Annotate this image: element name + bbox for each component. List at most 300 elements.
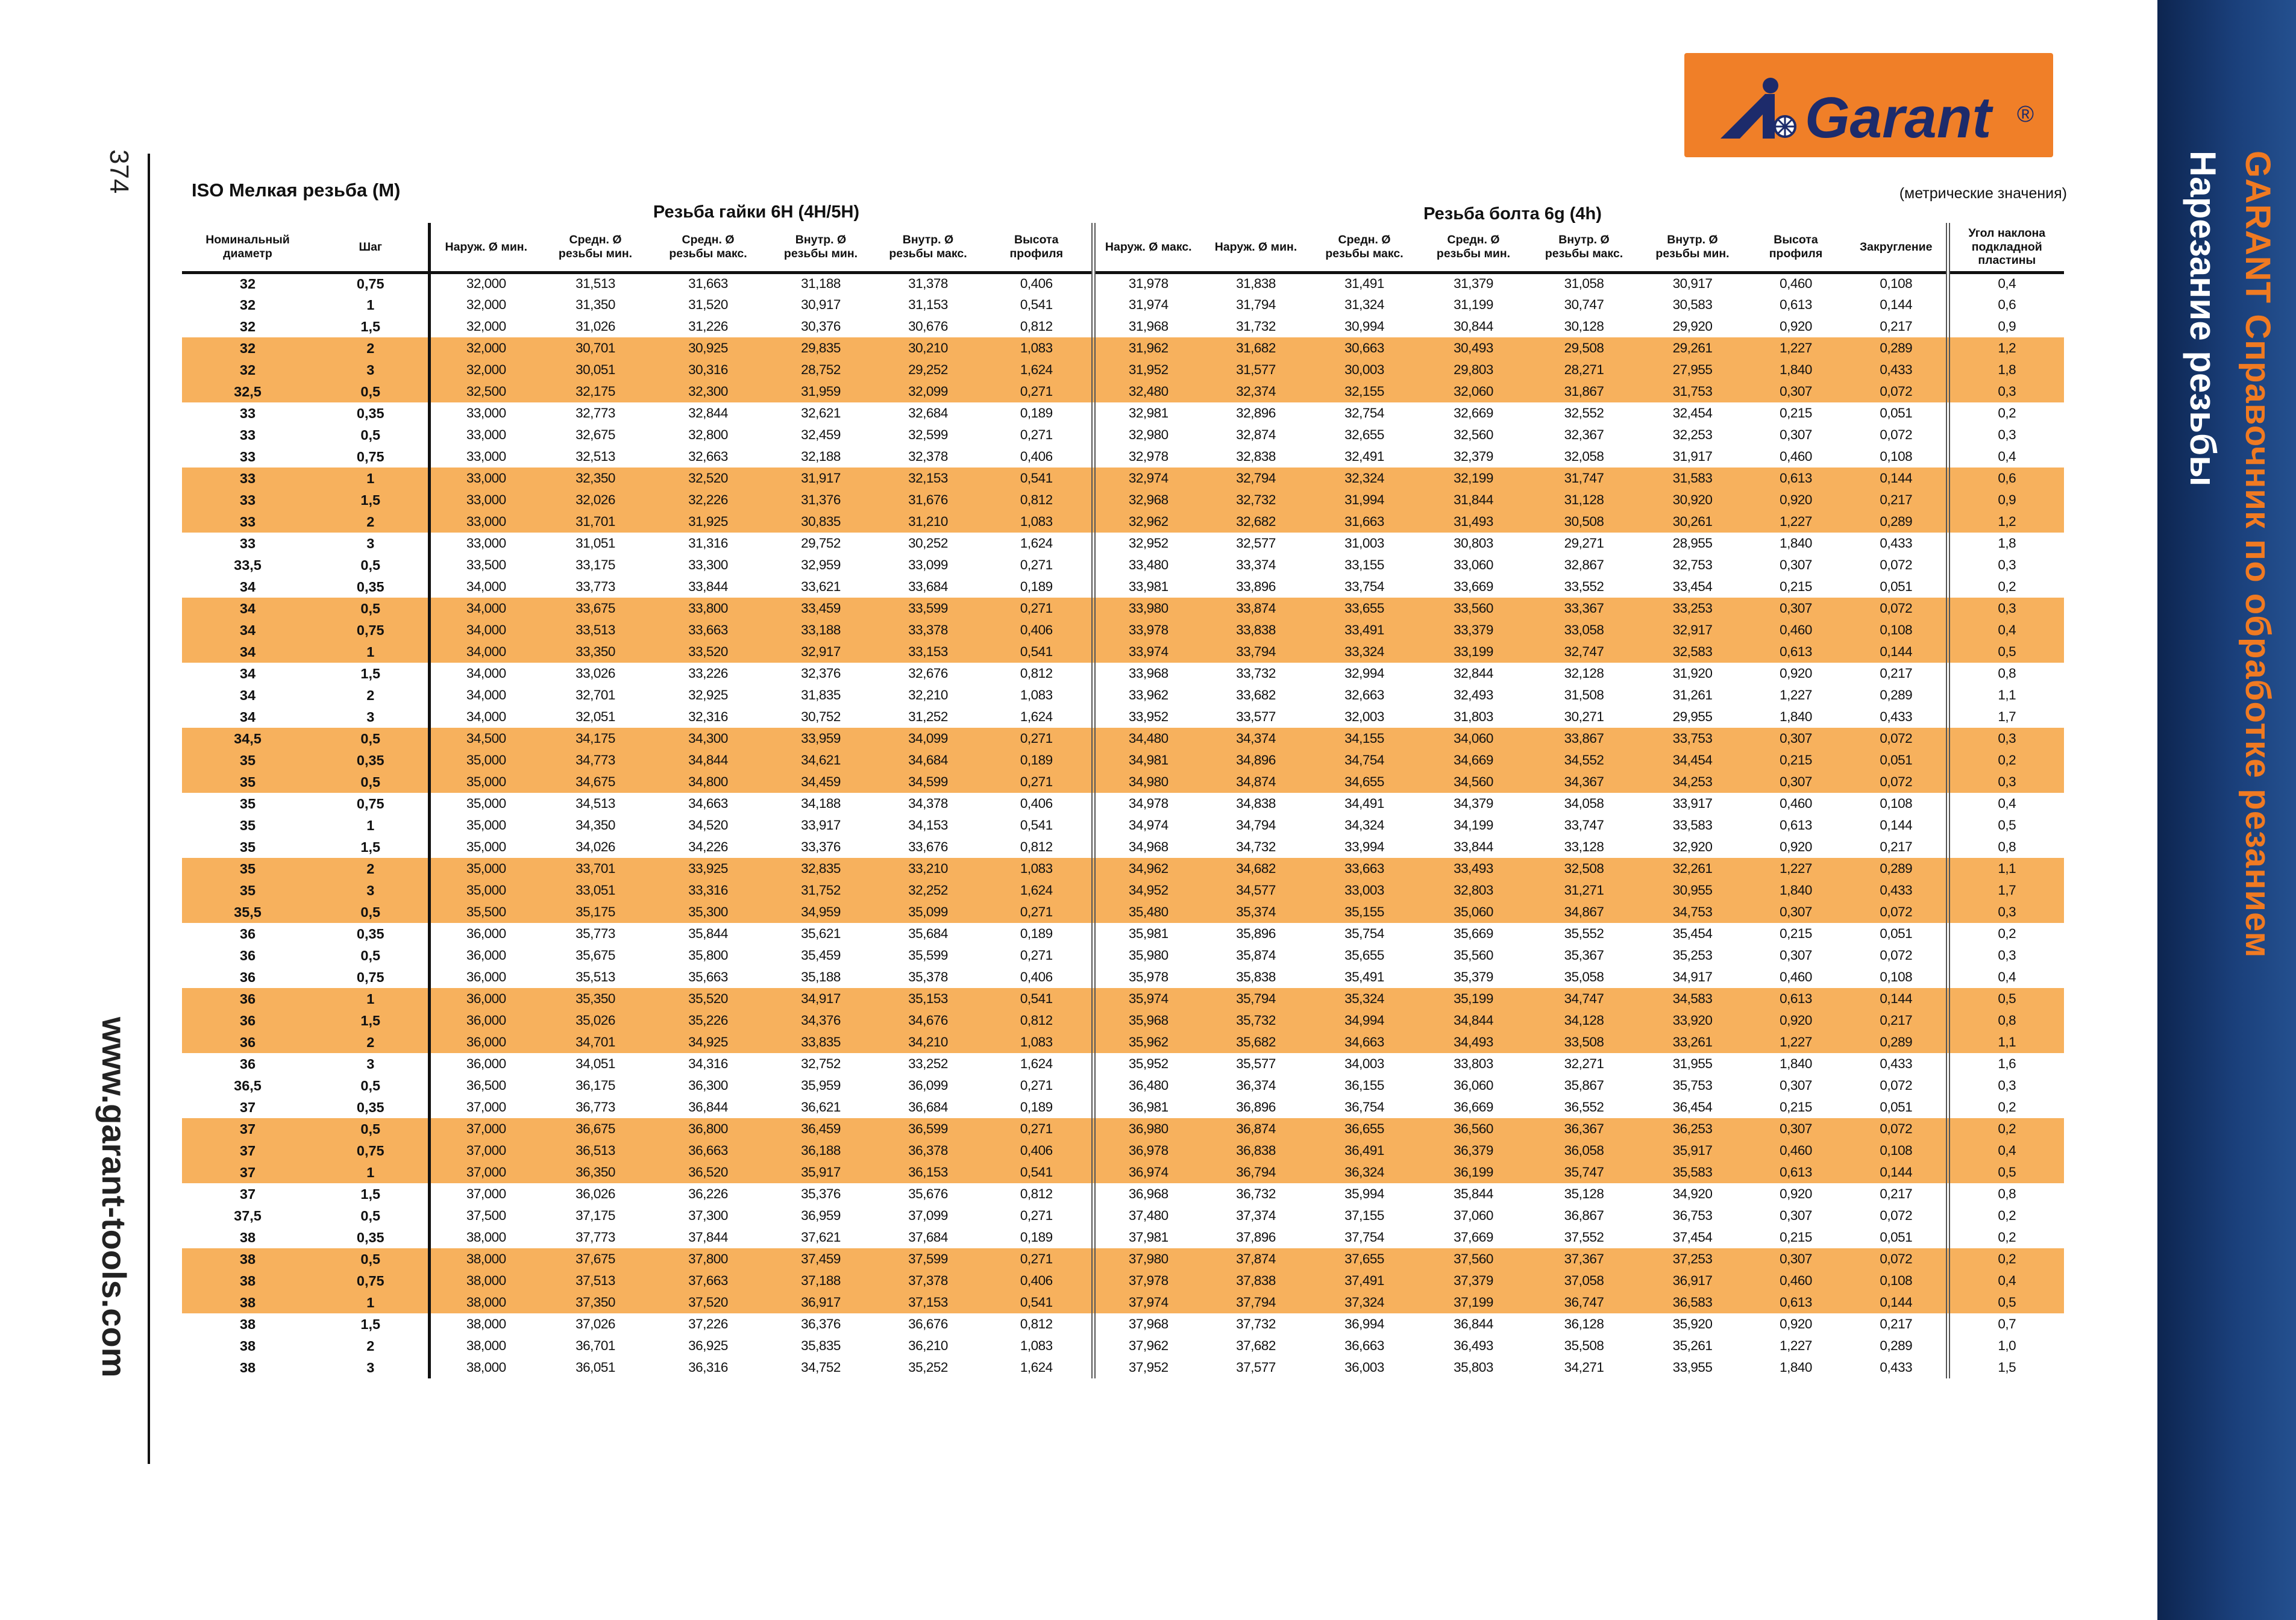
table-cell: 0,072 (1846, 1248, 1948, 1270)
table-cell: 35 (239, 839, 256, 855)
table-cell: 0,3 (1948, 424, 2064, 446)
table-cell: 34,226 (688, 839, 728, 854)
table-cell: 1 (313, 988, 429, 1010)
table-cell: 33,253 (1640, 598, 1745, 619)
table-cell: 36,5 (234, 1077, 262, 1093)
column-header (313, 223, 429, 272)
column-header-line: Внутр. Ø (902, 233, 954, 247)
table-cell: 37,669 (1454, 1230, 1493, 1245)
table-cell: 0,460 (1780, 796, 1812, 811)
table-row (182, 1183, 2064, 1205)
table-cell: 31,663 (688, 276, 728, 292)
table-cell: 32,655 (1344, 427, 1384, 442)
table-cell: 33,682 (1236, 687, 1276, 702)
table-cell: 0,072 (1880, 948, 1913, 963)
table-cell: 34,128 (1528, 1010, 1640, 1031)
table-cell: 32,874 (1236, 427, 1276, 442)
table-cell: 31,210 (874, 511, 982, 533)
table-cell: 31,794 (1236, 297, 1276, 312)
table-cell: 0,5 (313, 381, 429, 402)
table-cell: 0,051 (1880, 579, 1913, 594)
table-cell: 32,324 (1310, 468, 1419, 489)
table-cell: 31,803 (1454, 709, 1493, 724)
table-cell: 0,3 (1948, 728, 2064, 749)
column-header-line: Высота (1774, 233, 1818, 247)
table-cell: 32,621 (801, 405, 841, 421)
table-cell: 32,925 (688, 687, 728, 702)
table-cell: 0,6 (1948, 294, 2064, 316)
table-cell: 32,952 (1093, 533, 1202, 554)
table-cell: 33,968 (1093, 663, 1202, 684)
table-cell: 34 (182, 641, 313, 663)
table-cell: 35,794 (1202, 988, 1310, 1010)
table-cell: 32,994 (1344, 666, 1384, 681)
table-cell: 1,624 (1020, 1360, 1053, 1375)
table-cell: 0,2 (1948, 1248, 2064, 1270)
column-header (182, 223, 313, 272)
table-cell: 36,513 (542, 1140, 649, 1162)
table-cell: 0,541 (982, 988, 1093, 1010)
table-cell: 36,379 (1419, 1140, 1528, 1162)
table-cell: 0,5 (360, 1077, 381, 1093)
table-cell: 1 (313, 1292, 429, 1313)
table-cell: 0,108 (1880, 969, 1913, 984)
table-cell: 30,844 (1454, 319, 1493, 334)
table-cell: 0,3 (1948, 1075, 2064, 1096)
table-cell: 1,840 (1780, 1056, 1812, 1071)
table-row (182, 402, 2064, 424)
table-cell: 33,199 (1419, 641, 1528, 663)
table-cell: 32,5 (182, 381, 313, 402)
table-cell: 0,812 (1020, 1316, 1053, 1331)
table-cell: 32,676 (908, 666, 948, 681)
table-cell: 35,324 (1310, 988, 1419, 1010)
table-cell: 31,199 (1454, 297, 1493, 312)
table-cell: 0,189 (1020, 926, 1053, 941)
table-cell: 0,406 (982, 1270, 1093, 1292)
table-cell: 1,624 (982, 880, 1093, 901)
table-cell: 30,128 (1564, 319, 1604, 334)
table-row (182, 815, 2064, 836)
table-cell: 0,5 (1948, 1162, 2064, 1183)
table-cell: 36,000 (429, 1031, 542, 1053)
table-cell: 0,072 (1846, 598, 1948, 619)
table-cell: 0,920 (1780, 666, 1812, 681)
table-cell: 0,271 (1020, 1208, 1053, 1223)
table-cell: 35,508 (1564, 1338, 1604, 1353)
table-cell: 37,153 (874, 1292, 982, 1313)
table-cell: 0,613 (1745, 1162, 1846, 1183)
column-header-line: Средн. Ø (1338, 233, 1391, 247)
table-cell: 35,000 (429, 749, 542, 771)
table-row (182, 901, 2064, 923)
table-cell: 34,663 (688, 796, 728, 811)
table-cell: 0,3 (1948, 598, 2064, 619)
table-cell: 30,508 (1528, 511, 1640, 533)
table-cell: 35,253 (1672, 948, 1713, 963)
table-cell: 0,75 (356, 969, 384, 985)
table-cell: 36,896 (1236, 1099, 1276, 1115)
table-cell: 36,374 (1236, 1078, 1276, 1093)
table-cell: 37,500 (429, 1205, 542, 1227)
table-cell: 29,252 (874, 359, 982, 381)
column-header-line: резьбы мин. (1436, 246, 1511, 260)
table-cell: 33,128 (1564, 839, 1604, 854)
table-row (182, 489, 2064, 511)
table-cell: 31,493 (1419, 511, 1528, 533)
table-cell: 0,75 (313, 1270, 429, 1292)
table-cell: 34,959 (767, 901, 874, 923)
table-cell: 37,199 (1419, 1292, 1528, 1313)
table-cell: 35,577 (1236, 1056, 1276, 1071)
table-cell: 35,188 (801, 969, 841, 984)
table-cell: 37,226 (688, 1316, 728, 1331)
table-cell: 35,669 (1454, 926, 1493, 941)
table-cell: 28,752 (767, 359, 874, 381)
table-row (182, 684, 2064, 706)
table-cell: 1,083 (1020, 687, 1053, 702)
table-cell: 37,155 (1344, 1208, 1384, 1223)
column-header-line: Внутр. Ø (1667, 233, 1718, 247)
table-cell: 33,981 (1093, 576, 1202, 598)
table-header-row (182, 223, 2064, 272)
table-cell: 35,552 (1564, 926, 1604, 941)
table-cell: 37,974 (1093, 1292, 1202, 1313)
table-cell: 33,800 (649, 598, 767, 619)
table-cell: 37,675 (542, 1248, 649, 1270)
table-cell: 0,5 (313, 728, 429, 749)
table-cell: 30,955 (1640, 880, 1745, 901)
table-cell: 37,962 (1093, 1335, 1202, 1357)
thread-dimensions-table (182, 223, 2064, 1378)
table-cell: 32,583 (1640, 641, 1745, 663)
table-cell: 0,812 (982, 489, 1093, 511)
nut-thread-group-header: Резьба гайки 6H (4H/5H) (653, 202, 860, 222)
table-cell: 1,624 (1020, 536, 1053, 551)
table-cell: 34,917 (1672, 969, 1713, 984)
table-cell: 0,406 (1020, 796, 1053, 811)
table-cell: 35,374 (1202, 901, 1310, 923)
table-cell: 33,051 (542, 880, 649, 901)
table-cell: 0,8 (1948, 1183, 2064, 1205)
table-cell: 1 (313, 641, 429, 663)
table-cell: 37,099 (908, 1208, 948, 1223)
table-cell: 34,367 (1528, 771, 1640, 793)
table-cell: 0,460 (1745, 1270, 1846, 1292)
table-cell: 0,271 (1020, 948, 1053, 963)
table-cell: 31,128 (1528, 489, 1640, 511)
table-cell: 32,968 (1093, 489, 1202, 511)
table-row (182, 1357, 2064, 1378)
column-header-line: резьбы макс. (1325, 246, 1404, 260)
table-cell: 33,480 (1093, 554, 1202, 576)
table-cell: 36,000 (429, 945, 542, 966)
table-row (182, 1118, 2064, 1140)
table-cell: 37,300 (688, 1208, 728, 1223)
table-cell: 37,800 (649, 1248, 767, 1270)
table-cell: 0,217 (1880, 319, 1913, 334)
table-cell: 36,844 (1454, 1316, 1493, 1331)
table-cell: 33,560 (1419, 598, 1528, 619)
table-cell: 0,3 (1948, 901, 2064, 923)
table-cell: 0,35 (313, 749, 429, 771)
table-cell: 1,840 (1745, 359, 1846, 381)
table-cell: 31,271 (1528, 880, 1640, 901)
table-cell: 33,835 (767, 1031, 874, 1053)
table-cell: 36,675 (542, 1118, 649, 1140)
website-link[interactable]: www.garant-tools.com (95, 1017, 133, 1378)
table-cell: 0,35 (356, 578, 384, 595)
table-cell: 37,374 (1236, 1208, 1276, 1223)
table-cell: 33,500 (429, 554, 542, 576)
column-header (649, 223, 767, 272)
table-cell: 33,367 (1528, 598, 1640, 619)
table-cell: 36,838 (1202, 1140, 1310, 1162)
table-cell: 29,261 (1640, 337, 1745, 359)
table-cell: 32 (239, 296, 256, 313)
table-cell: 34,583 (1640, 988, 1745, 1010)
table-cell: 35,199 (1419, 988, 1528, 1010)
table-cell: 36,676 (908, 1316, 948, 1331)
table-cell: 0,189 (1020, 1230, 1053, 1245)
table-cell: 31,844 (1419, 489, 1528, 511)
table-cell: 34,800 (649, 771, 767, 793)
table-cell: 32,000 (429, 272, 542, 294)
table-cell: 0,189 (1020, 405, 1053, 421)
table-cell: 0,406 (1020, 969, 1053, 984)
table-cell: 32,051 (576, 709, 615, 724)
table-cell: 0,144 (1846, 641, 1948, 663)
table-cell: 32,000 (429, 294, 542, 316)
table-row (182, 619, 2064, 641)
table-cell: 0,5 (360, 947, 381, 963)
table-cell: 0,2 (1948, 1096, 2064, 1118)
table-cell: 33,663 (1310, 858, 1419, 880)
table-cell: 36 (239, 947, 256, 963)
column-header (1948, 223, 2064, 272)
table-cell: 35,747 (1528, 1162, 1640, 1183)
table-row (182, 1248, 2064, 1270)
table-cell: 34,300 (649, 728, 767, 749)
table-cell: 34,838 (1236, 796, 1276, 811)
table-cell: 33,669 (1454, 579, 1493, 594)
table-cell: 0,406 (1020, 276, 1053, 292)
column-header (429, 223, 542, 272)
table-cell: 34,459 (767, 771, 874, 793)
table-cell: 0,4 (1948, 272, 2064, 294)
table-cell: 30,752 (801, 709, 841, 724)
table-cell: 34,060 (1419, 728, 1528, 749)
table-cell: 34,844 (1419, 1010, 1528, 1031)
table-cell: 37,552 (1564, 1230, 1604, 1245)
table-cell: 31,508 (1564, 687, 1604, 702)
table-cell: 30,701 (542, 337, 649, 359)
table-cell: 35,513 (576, 969, 615, 984)
table-cell: 31,058 (1564, 276, 1604, 292)
table-cell: 34,271 (1564, 1360, 1604, 1375)
table-cell: 0,3 (1948, 554, 2064, 576)
table-cell: 0,144 (1846, 1162, 1948, 1183)
table-cell: 36,917 (767, 1292, 874, 1313)
table-cell: 1,083 (982, 511, 1093, 533)
table-cell: 3 (366, 1056, 375, 1072)
table-cell: 36,981 (1093, 1096, 1202, 1118)
table-cell: 34,684 (874, 749, 982, 771)
table-cell: 37,981 (1093, 1227, 1202, 1248)
table-cell: 1 (366, 817, 375, 833)
table-cell: 1,0 (1948, 1335, 2064, 1357)
table-row (182, 1053, 2064, 1075)
table-cell: 35 (182, 749, 313, 771)
table-cell: 0,35 (356, 1099, 384, 1115)
table-row (182, 706, 2064, 728)
table-cell: 0,4 (1948, 1270, 2064, 1292)
table-cell: 31,955 (1672, 1056, 1713, 1071)
table-cell: 35,968 (1093, 1010, 1202, 1031)
table-cell: 31,838 (1236, 276, 1276, 292)
table-cell: 36,583 (1640, 1292, 1745, 1313)
table-cell: 32,803 (1419, 880, 1528, 901)
table-cell: 35,378 (908, 969, 948, 984)
table-cell: 33,552 (1564, 579, 1604, 594)
table-cell: 31,577 (1202, 359, 1310, 381)
table-cell: 38,000 (429, 1248, 542, 1270)
table-cell: 36,655 (1310, 1118, 1419, 1140)
table-cell: 31,952 (1093, 359, 1202, 381)
table-cell: 0,5 (313, 1248, 429, 1270)
table-row (182, 1096, 2064, 1118)
table-cell: 34,753 (1640, 901, 1745, 923)
table-cell: 0,144 (1880, 818, 1913, 833)
table-cell: 33 (239, 427, 256, 443)
table-cell: 37,253 (1640, 1248, 1745, 1270)
table-cell: 32 (239, 275, 256, 292)
table-cell: 33 (182, 511, 313, 533)
table-cell: 0,5 (313, 901, 429, 923)
table-cell: 1,083 (982, 1031, 1093, 1053)
table-cell: 1,083 (982, 858, 1093, 880)
table-cell: 33,261 (1640, 1031, 1745, 1053)
table-cell: 34,000 (429, 706, 542, 728)
table-cell: 1,840 (1780, 536, 1812, 551)
table-cell: 33,974 (1093, 641, 1202, 663)
table-cell: 37,520 (649, 1292, 767, 1313)
table-cell: 32,155 (1310, 381, 1419, 402)
table-cell: 36,099 (908, 1078, 948, 1093)
table-cell: 36,026 (576, 1186, 615, 1201)
table-cell: 0,108 (1846, 1140, 1948, 1162)
table-cell: 0,2 (1948, 749, 2064, 771)
table-cell: 35,599 (908, 948, 948, 963)
table-cell: 38 (239, 1359, 256, 1375)
table-cell: 32,175 (542, 381, 649, 402)
table-cell: 35,981 (1093, 923, 1202, 945)
table-cell: 0,144 (1846, 468, 1948, 489)
table-cell: 33,226 (688, 666, 728, 681)
table-cell: 35,978 (1093, 966, 1202, 988)
table-row (182, 533, 2064, 554)
table-cell: 34,676 (874, 1010, 982, 1031)
table-cell: 0,289 (1880, 687, 1913, 702)
table-cell: 32,701 (576, 687, 615, 702)
column-header-line: Средн. Ø (569, 233, 622, 247)
table-cell: 32,682 (1202, 511, 1310, 533)
table-cell: 35,491 (1344, 969, 1384, 984)
table-row (182, 1227, 2064, 1248)
table-cell: 30,917 (801, 297, 841, 312)
table-row (182, 1270, 2064, 1292)
table-cell: 0,541 (1020, 297, 1053, 312)
table-cell: 32,316 (688, 709, 728, 724)
table-cell: 0,271 (982, 598, 1093, 619)
table-cell: 36,378 (874, 1140, 982, 1162)
table-cell: 37,175 (576, 1208, 615, 1223)
table-cell: 0,5 (313, 771, 429, 793)
table-cell: 34,210 (874, 1031, 982, 1053)
table-cell: 0,307 (1780, 1078, 1812, 1093)
table-cell: 33,844 (688, 579, 728, 594)
table-cell: 33,000 (429, 489, 542, 511)
table-cell: 32,752 (801, 1056, 841, 1071)
table-cell: 31,701 (542, 511, 649, 533)
table-cell: 33,520 (649, 641, 767, 663)
table-cell: 0,406 (982, 1140, 1093, 1162)
table-cell: 31,378 (908, 276, 948, 292)
table-cell: 36,599 (874, 1118, 982, 1140)
table-cell: 0,307 (1745, 381, 1846, 402)
table-cell: 0,144 (1846, 1292, 1948, 1313)
table-cell: 34,925 (649, 1031, 767, 1053)
table-cell: 33,962 (1093, 684, 1202, 706)
table-cell: 34,374 (1202, 728, 1310, 749)
table-cell: 1,227 (1745, 858, 1846, 880)
table-cell: 28,271 (1528, 359, 1640, 381)
table-cell: 37,060 (1454, 1208, 1493, 1223)
table-cell: 33,655 (1310, 598, 1419, 619)
table-cell: 35,000 (429, 815, 542, 836)
table-row (182, 1031, 2064, 1053)
table-cell: 32,226 (649, 489, 767, 511)
table-cell: 29,920 (1672, 319, 1713, 334)
table-cell: 32,252 (874, 880, 982, 901)
column-header-line: Наруж. Ø мин. (1214, 240, 1297, 254)
table-cell: 0,5 (1948, 1292, 2064, 1313)
table-cell: 0,613 (1745, 468, 1846, 489)
side-subtitle: Нарезание резьбы (2183, 151, 2223, 487)
table-cell: 0,271 (982, 1118, 1093, 1140)
column-header (542, 223, 649, 272)
table-cell: 32,378 (908, 449, 948, 464)
table-cell: 0,5 (1948, 988, 2064, 1010)
table-cell: 34,867 (1528, 901, 1640, 923)
table-cell: 38,000 (429, 1335, 542, 1357)
table-cell: 31,959 (767, 381, 874, 402)
table-cell: 33 (182, 468, 313, 489)
table-cell: 35,732 (1202, 1010, 1310, 1031)
table-cell: 32,920 (1672, 839, 1713, 854)
table-cell: 0,433 (1880, 709, 1913, 724)
table-cell: 32,058 (1564, 449, 1604, 464)
table-cell: 0,307 (1780, 948, 1812, 963)
table-cell: 37,577 (1236, 1360, 1276, 1375)
table-cell: 32,917 (767, 641, 874, 663)
table-cell: 3 (366, 1359, 375, 1375)
table-cell: 36 (239, 969, 256, 985)
table-cell: 34,000 (429, 598, 542, 619)
table-cell: 36,994 (1344, 1316, 1384, 1331)
table-cell: 35,920 (1672, 1316, 1713, 1331)
table-cell: 36,226 (688, 1186, 728, 1201)
